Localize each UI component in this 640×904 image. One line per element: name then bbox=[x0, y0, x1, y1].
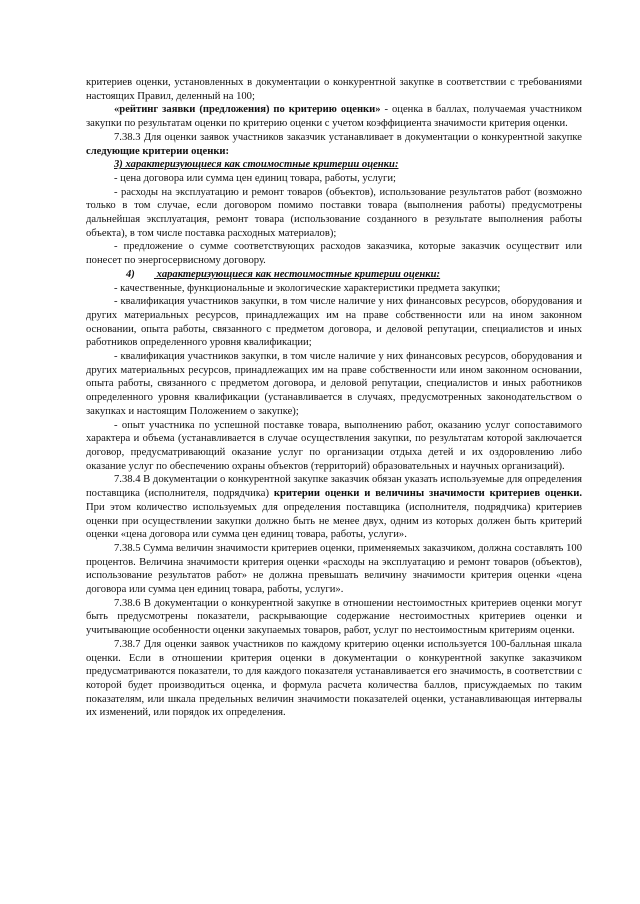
paragraph-7-38-4-text-b: При этом количество используемых для определения поставщика (исполнителя, подрядчика) критериев оценки при осуществлении закупки должно быть не менее двух, одним из которых должен быть критерий оценки «цена договора или сумма цен единиц товара, работы, услуги». bbox=[86, 501, 582, 541]
noncost-criterion-item: - квалификация участников закупки, в том числе наличие у них финансовых ресурсов, оборудования и других материальных ресурсов, принадлежащих им на праве собственности или на ином законном основании, опыта работы, связанного с предметом договора, и деловой репутации, специалистов и иных работников определенного уровня квалификации; bbox=[86, 296, 582, 349]
heading-noncost-number: 4) bbox=[126, 268, 135, 280]
paragraph-7-38-6: 7.38.6 В документации о конкурентной закупке в отношении нестоимостных критериев оценки могут быть предусмотрены показатели, раскрывающие содержание нестоимостных критериев оценки и учитывающие особенности оценки закупаемых товаров, работ, услуг по нестоимостным критериям оценки. bbox=[86, 597, 582, 637]
term-rating: «рейтинг заявки (предложения) по критерию оценки» bbox=[114, 104, 381, 116]
heading-cost-criteria bbox=[86, 158, 582, 172]
paragraph-7-38-4-text-a: 7.38.4 В документации о конкурентной закупке заказчик обязан указать используемые для определения поставщика (исполнителя, подрядчика) bbox=[86, 474, 582, 500]
paragraph-rating-definition bbox=[86, 103, 582, 130]
paragraph-7-38-4 bbox=[86, 473, 582, 542]
cost-criterion-item: - цена договора или сумма цен единиц товара, работы, услуги; bbox=[114, 172, 396, 184]
paragraph-7-38-3-bold: следующие критерии оценки: bbox=[86, 145, 230, 157]
paragraph-7-38-4-bold: критерии оценки и величины значимости критериев оценки. bbox=[273, 488, 582, 500]
cost-criterion-item: - расходы на эксплуатацию и ремонт товаров (объектов), использование результатов работ (возможно только в том случае, если договором помимо поставки товара (выполнения работы) предусмотрены дальнейшая эксплуатация, ремонт товара (использование созданного в результате выполнения работы объекта), в том числе поставка расходных материалов); bbox=[86, 186, 582, 239]
paragraph-7-38-5: 7.38.5 Сумма величин значимости критериев оценки, применяемых заказчиком, должна составлять 100 процентов. Величина значимости критерия оценки «расходы на эксплуатацию и ремонт товаров (объектов), использование результатов работ» не должна превышать величину значимости критерия оценки «цена договора или сумма цен единиц товара, работы, услуги». bbox=[86, 542, 582, 596]
paragraph-7-38-7: 7.38.7 Для оценки заявок участников по каждому критерию оценки используется 100-балльная шкала оценки. Если в отношении критерия оценки в документации о конкурентной закупке заказчиком предусматриваются показатели, то для каждого показателя устанавливается его значимость, в соответствии с которой будет производиться оценка, и формула расчета количества баллов, присуждаемых по таким показателям, или шкала предельных величин значимости показателей оценки, устанавливающая интервалы их изменений, или порядок их определения. bbox=[86, 638, 582, 719]
noncost-criterion-item: - квалификация участников закупки, в том числе наличие у них финансовых ресурсов, оборудования и других материальных ресурсов, принадлежащих им на праве собственности или ином законном основании, опыта работы, связанного с предметом договора, и деловой репутации, специалистов и иных работников определенного уровня квалификации (устанавливается в случаях, предусмотренных законодательством о закупках и настоящим Положением о закупке); bbox=[86, 351, 582, 417]
noncost-criterion-item: - опыт участника по успешной поставке товара, выполнению работ, оказанию услуг сопоставимого характера и объема (устанавливается в случае осуществления закупки, по результатам которой заключается договор, предусматривающий оказание услуг по организации отдыха детей и их оздоровлению либо оказание услуг по обеспечению охраны объектов (территорий) образовательных и научных организаций). bbox=[86, 419, 582, 472]
heading-cost-number: 3) bbox=[114, 159, 123, 171]
paragraph-7-38-3 bbox=[86, 131, 582, 158]
heading-noncost-criteria bbox=[86, 268, 582, 282]
heading-noncost-text: характеризующиеся как нестоимостные критерии оценки: bbox=[156, 268, 441, 280]
noncost-criterion-item: - качественные, функциональные и экологические характеристики предмета закупки; bbox=[114, 282, 501, 294]
cost-criterion-item: - предложение о сумме соответствующих расходов заказчика, которые заказчик осуществит или понесет по энергосервисному договору. bbox=[86, 241, 582, 267]
paragraph-weight-definition-end: критериев оценки, установленных в документации о конкурентной закупке в соответствии с требованиями настоящих Правил, деленный на 100; bbox=[86, 77, 582, 102]
rating-definition-text: - оценка в баллах, получаемая участником закупки по результатам оценки по критерию оценки с учетом коэффициента значимости критерия оценки. bbox=[86, 104, 582, 130]
paragraph-7-38-3-text: 7.38.3 Для оценки заявок участников заказчик устанавливает в документации о конкурентной закупке bbox=[114, 131, 582, 143]
heading-cost-text: характеризующиеся как стоимостные критерии оценки: bbox=[125, 159, 399, 171]
